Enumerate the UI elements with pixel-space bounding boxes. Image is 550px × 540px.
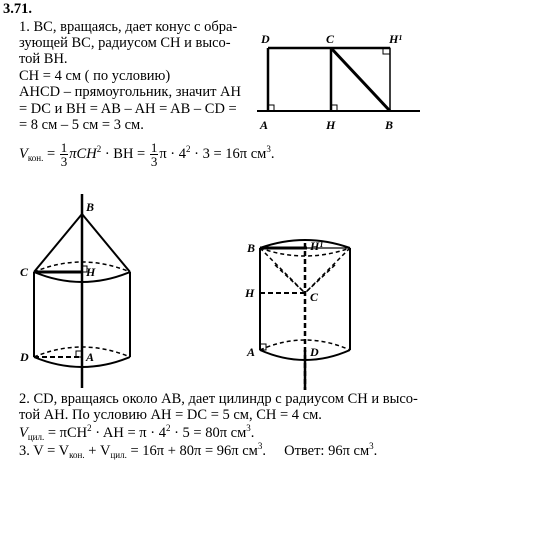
part2-line2: той AH. По условию AH = DC = 5 см, CH = 4 см.: [19, 407, 322, 423]
label-B-cone: B: [86, 200, 95, 214]
label-B-cyl: B: [247, 241, 256, 255]
part1-line2: зующей BC, радиусом CH и высо-: [19, 35, 231, 51]
part1-line4: CH = 4 см ( по условию): [19, 68, 171, 84]
part1-line6: = DC и BH = AB – AH = AB – CD =: [19, 101, 237, 117]
part3-total-volume: 3. $V = V_{кон.} + V_{цил.} = 16\pi + 80\pi = 96\pi$ $см^3$. Ответ: 96π $см^3$.: [19, 441, 378, 460]
fraction-one-third-2: $\frac{1}{3}$: [150, 140, 158, 170]
part1-line1: 1. BC, вращаясь, дает конус с обра-: [19, 19, 238, 35]
label-H-top: H: [326, 118, 336, 132]
label-H1-cyl: H¹: [310, 239, 323, 253]
cone-volume-formula: $V_{кон.}$ = $\frac{1}{3}$ πCH$^2$ · BH = $\frac{1}{3}$ $\pi \cdot 4^2 \cdot 3 = 16\pi$ $см^3$.: [19, 140, 275, 170]
cone-cylinder-diagram: [34, 194, 130, 388]
part1-line7: = 8 см – 5 см = 3 см.: [19, 117, 144, 133]
label-H1-top: H¹: [389, 32, 402, 46]
label-A-cyl: A: [247, 345, 256, 359]
trapezoid-diagram: [257, 48, 420, 111]
label-A-cone: A: [86, 350, 95, 364]
problem-number: 3.71.: [3, 1, 32, 17]
cylinder-cone-diagram: [260, 240, 350, 390]
fraction-one-third: $\frac{1}{3}$: [60, 140, 68, 170]
label-C-cyl: C: [310, 290, 319, 304]
part1-line3: той BH.: [19, 51, 68, 67]
part2-line1: 2. CD, вращаясь около AB, дает цилиндр с радиусом CH и высо-: [19, 391, 418, 407]
label-A-top: A: [260, 118, 269, 132]
label-D-cone: D: [20, 350, 29, 364]
part1-line5: AHCD – прямоугольник, значит AH: [19, 84, 241, 100]
label-H-cyl: H: [245, 286, 255, 300]
label-D-top: D: [261, 32, 270, 46]
label-C-cone: C: [20, 265, 29, 279]
label-B-top: B: [385, 118, 394, 132]
cylinder-volume-formula: $V_{цил.} = \pi CH^2$ · AH = $\pi \cdot 4^2 \cdot 5 = 80\pi$ $см^3$.: [19, 423, 255, 442]
label-D-cyl: D: [310, 345, 319, 359]
label-H-cone: H: [86, 265, 96, 279]
label-C-top: C: [326, 32, 335, 46]
